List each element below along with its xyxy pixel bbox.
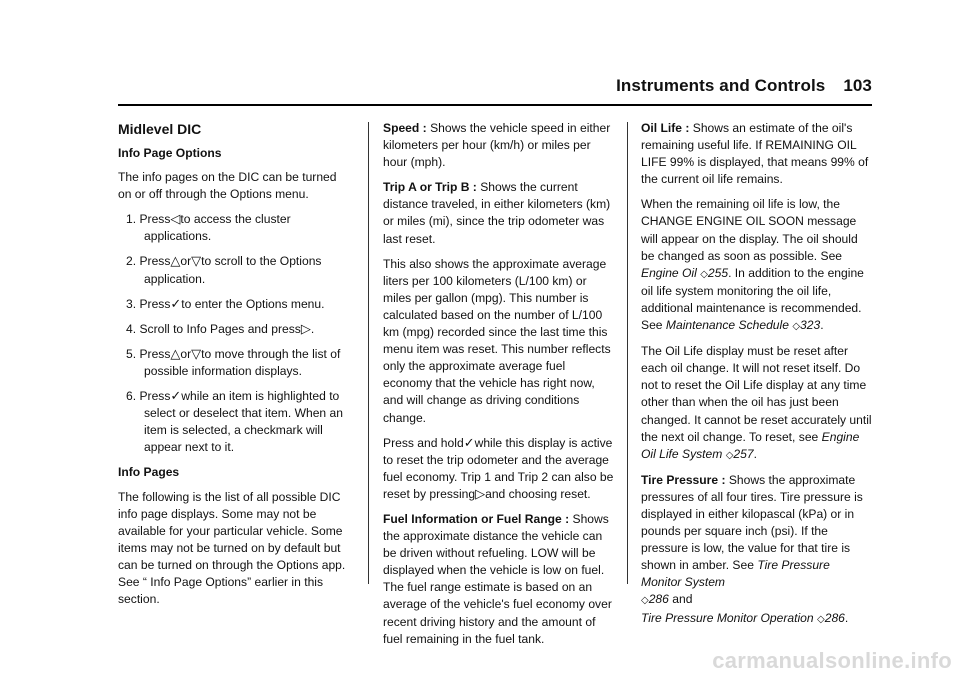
column-1: [118, 120, 350, 616]
column-divider-1: [368, 122, 369, 584]
page-ref[interactable]: 255: [707, 265, 729, 280]
page-ref-icon: ◇: [641, 595, 649, 607]
steps-list: [118, 211, 350, 456]
step-1: 1. Press◁to access the cluster applications.: [126, 212, 291, 244]
oil-life-paragraph: Oil Life : Shows an estimate of the oil's remaining useful life. If REMAINING OIL LIFE 99% is displayed, that means 99% of the current oil life remains.: [641, 121, 869, 187]
right-arrow-icon: ▷: [300, 321, 311, 337]
fuel-paragraph: Fuel Information or Fuel Range : Shows the approximate distance the vehicle can be driven without refueling. LOW will be displayed when the vehicle is low on fuel. The fuel range estimate is based on an average of the vehicle's fuel economy over recent driving history and the amount of fuel remaining in the fuel tank.: [383, 511, 612, 646]
oil-life-term: Oil Life :: [641, 121, 690, 135]
trip-term: Trip A or Trip B :: [383, 180, 477, 195]
column-2: [383, 120, 615, 656]
step-2: 2. Press△or▽to scroll to the Options application.: [126, 254, 322, 286]
checkmark-icon: ✓: [463, 435, 475, 451]
page-ref[interactable]: 286: [824, 610, 845, 625]
tire-pressure-term: Tire Pressure :: [641, 472, 726, 487]
trip-paragraph: Trip A or Trip B : Shows the current distance traveled, in either kilometers (km) or miles (mi), since the trip odometer was last reset.: [383, 180, 611, 246]
section-heading: Midlevel DIC: [118, 121, 202, 137]
engine-oil-life-system-link[interactable]: Engine Oil Life System: [641, 429, 860, 461]
page-number: 103: [843, 76, 872, 95]
subheading-info-page-options: Info Page Options: [118, 146, 222, 160]
page-ref[interactable]: 257: [733, 446, 754, 461]
intro-paragraph: The info pages on the DIC can be turned on or off through the Options menu.: [118, 170, 337, 202]
speed-term: Speed :: [383, 121, 427, 135]
fuel-term: Fuel Information or Fuel Range :: [383, 511, 570, 526]
right-arrow-icon: ▷: [475, 486, 486, 502]
page-ref[interactable]: 286: [648, 592, 669, 607]
step-6: 6. Press✓while an item is highlighted to select or deselect that item. When an item is selected, a checkmark will appear next to it.: [126, 389, 343, 455]
page-ref-icon: ◇: [725, 449, 734, 461]
down-arrow-icon: ▽: [191, 254, 202, 270]
trip-average-paragraph: This also shows the approximate average liters per 100 kilometers (L/100 km) or miles per gallon (mpg). This number is calculated based on the number of L/100 km (mpg) recorded since the last time this menu item was reset. This number reflects only the approximate average fuel economy that the vehicle has right now, and will change as driving conditions change.: [383, 256, 611, 425]
checkmark-icon: ✓: [170, 296, 182, 312]
speed-paragraph: Speed : Shows the vehicle speed in either kilometers per hour (km/h) or miles per hour (mph).: [383, 121, 611, 170]
column-divider-2: [627, 122, 628, 584]
page-header: [616, 76, 872, 96]
tire-pressure-paragraph: Tire Pressure : Shows the approximate pressures of all four tires. Tire pressure is displayed in either kilopascal (kPa) or in pounds per square inch (psi). If the pressure is low, the value for that tire is shown in amber. See Tire Pressure Monitor System ◇286 and Tire Pressure Monitor Operation ◇286.: [641, 472, 863, 625]
down-arrow-icon: ▽: [191, 346, 202, 362]
tire-monitor-system-link[interactable]: Tire Pressure Monitor System: [641, 558, 830, 590]
oil-reset-paragraph: The Oil Life display must be reset after each oil change. It will not reset itself. Do not to reset the Oil Life display at any time other than when the oil has just been changed. It cannot be reset accurately until the next oil change. To reset, see Engine Oil Life System ◇257.: [641, 344, 872, 461]
section-title: Instruments and Controls: [616, 76, 826, 95]
column-3: [641, 120, 873, 636]
checkmark-icon: ✓: [170, 389, 182, 405]
step-5: 5. Press△or▽to move through the list of possible information displays.: [126, 346, 341, 378]
tire-monitor-operation-link[interactable]: Tire Pressure Monitor Operation: [641, 610, 814, 625]
back-arrow-icon: ◁: [170, 212, 181, 228]
page-ref-icon: ◇: [792, 321, 801, 333]
page-ref-icon: ◇: [700, 268, 708, 280]
step-3: 3. Press✓to enter the Options menu.: [126, 296, 325, 312]
page-ref-icon: ◇: [817, 613, 825, 625]
oil-low-paragraph: When the remaining oil life is low, the CHANGE ENGINE OIL SOON message will appear on the display. The oil should be changed as soon as possible. See Engine Oil ◇255. In addition to the engine oil life system monitoring the oil life, additional maintenance is recommended. See Maintenance Schedule ◇323.: [641, 197, 864, 333]
page-ref[interactable]: 323: [800, 318, 821, 333]
watermark: carmanualsonline.info: [712, 648, 952, 673]
maintenance-schedule-link[interactable]: Maintenance Schedule: [665, 318, 789, 333]
reset-paragraph: Press and hold✓while this display is active to reset the trip odometer and the average fuel economy. Trip 1 and Trip 2 can also be reset by pressing▷and choosing reset.: [383, 435, 614, 502]
header-rule: [118, 104, 872, 106]
step-4: 4. Scroll to Info Pages and press▷.: [126, 321, 315, 337]
engine-oil-link[interactable]: Engine Oil: [641, 265, 697, 280]
up-arrow-icon: △: [170, 346, 181, 362]
info-pages-paragraph: The following is the list of all possible DIC info page displays. Some may not be available for your particular vehicle. Some items may not be turned on by default but can be turned on through the Options app. See “ Info Page Options” earlier in this section.: [118, 489, 346, 607]
up-arrow-icon: △: [170, 254, 181, 270]
subheading-info-pages: Info Pages: [118, 465, 180, 480]
